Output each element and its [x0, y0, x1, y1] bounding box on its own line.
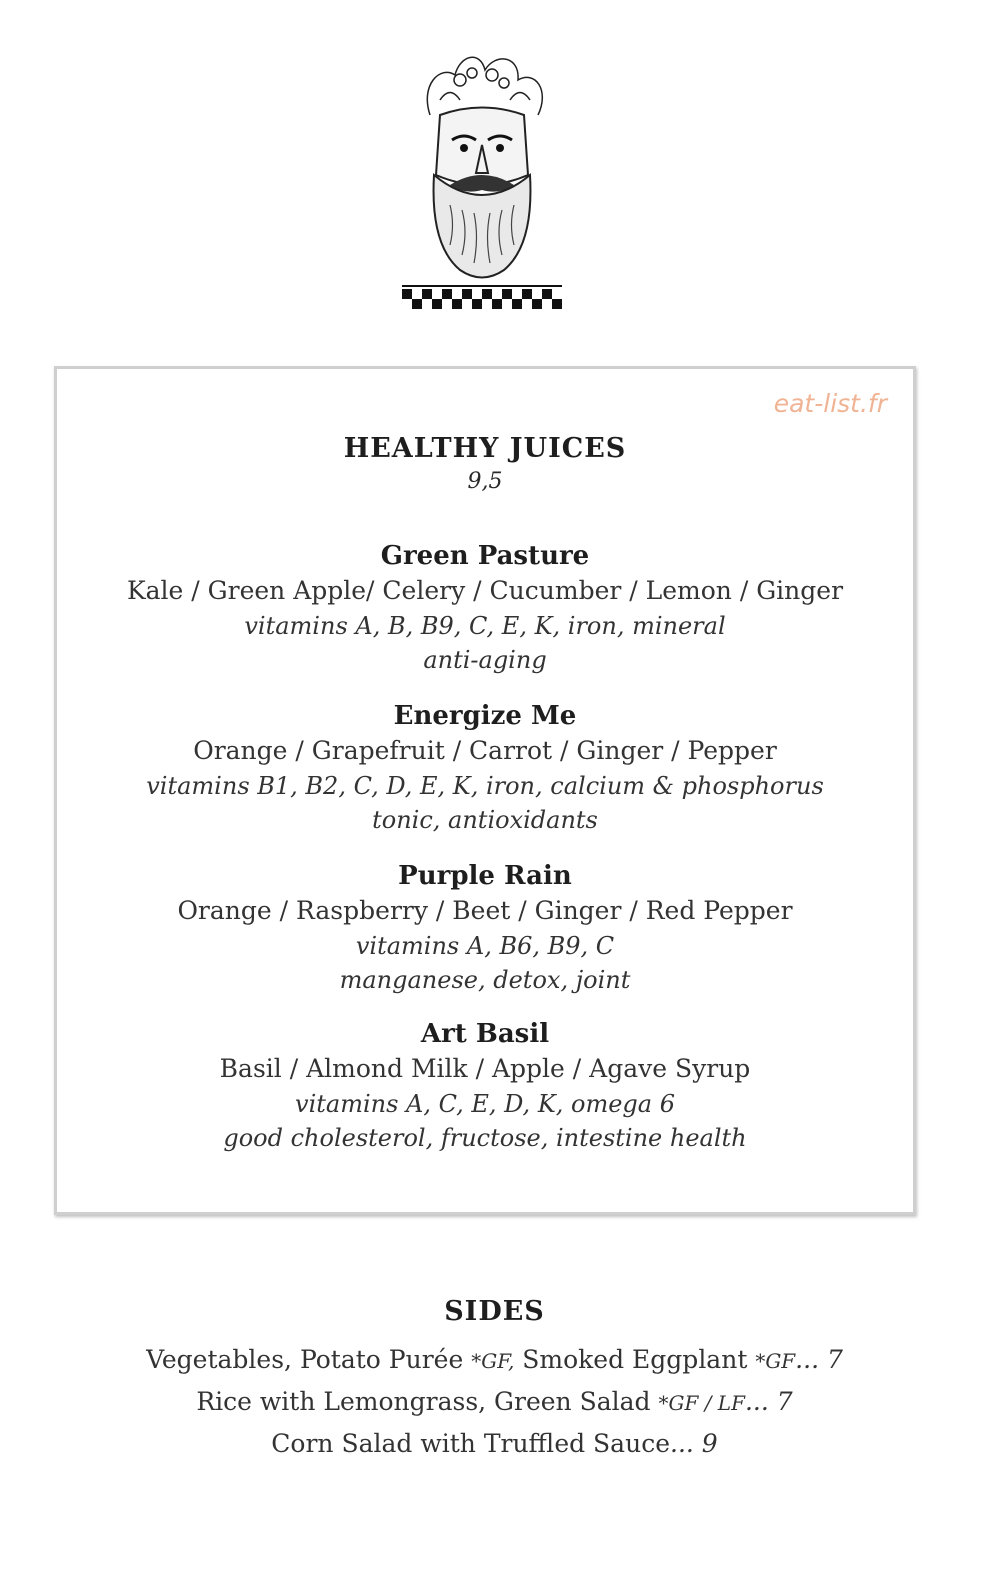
side-price: ... 7: [744, 1387, 793, 1416]
diet-tag: *GF,: [471, 1349, 515, 1373]
menu-item: [57, 859, 913, 997]
side-text: Corn Salad with Truffled Sauce: [271, 1429, 670, 1458]
side-price: ... 9: [670, 1429, 718, 1458]
item-ingredients: Orange / Grapefruit / Carrot / Ginger / Pepper: [193, 736, 777, 765]
item-name: Art Basil: [420, 1019, 550, 1049]
side-text: Smoked Eggplant: [514, 1345, 756, 1374]
bearded-face-illustration-icon: [400, 45, 564, 310]
menu-item: [57, 699, 913, 837]
watermark: eat-list.fr: [773, 389, 887, 418]
item-ingredients: Kale / Green Apple/ Celery / Cucumber / Lemon / Ginger: [126, 576, 844, 605]
menu-item: [57, 539, 913, 677]
diet-tag: *GF: [755, 1349, 796, 1373]
item-vitamins: vitamins A, C, E, D, K, omega 6: [295, 1090, 675, 1118]
item-vitamins: vitamins A, B6, B9, C: [355, 932, 615, 960]
section-price: 9,5: [467, 469, 503, 494]
item-vitamins: vitamins B1, B2, C, D, E, K, iron, calcium & phosphorus: [146, 772, 824, 800]
item-benefits: manganese, detox, joint: [339, 966, 631, 994]
item-benefits: tonic, antioxidants: [372, 806, 598, 834]
diet-tag: *GF / LF: [658, 1391, 745, 1415]
item-ingredients: Orange / Raspberry / Beet / Ginger / Red Pepper: [177, 896, 793, 925]
sides-line: [0, 1345, 989, 1374]
side-text: Vegetables, Potato Purée: [146, 1345, 472, 1374]
menu-item: [57, 1017, 913, 1155]
item-vitamins: vitamins A, B, B9, C, E, K, iron, mineral: [244, 612, 726, 640]
item-benefits: anti-aging: [423, 646, 547, 674]
healthy-juices-panel: [54, 366, 916, 1215]
item-ingredients: Basil / Almond Milk / Apple / Agave Syrup: [219, 1054, 751, 1083]
sides-line: [0, 1387, 989, 1416]
side-price: ... 7: [795, 1345, 843, 1374]
side-text: Rice with Lemongrass, Green Salad: [196, 1387, 659, 1416]
item-name: Energize Me: [393, 701, 577, 731]
item-name: Green Pasture: [380, 541, 590, 571]
item-benefits: good cholesterol, fructose, intestine health: [223, 1124, 747, 1152]
section-title: HEALTHY JUICES: [343, 433, 627, 464]
sides-line: [0, 1429, 989, 1458]
sides-title: SIDES: [444, 1296, 545, 1327]
item-name: Purple Rain: [398, 861, 572, 891]
